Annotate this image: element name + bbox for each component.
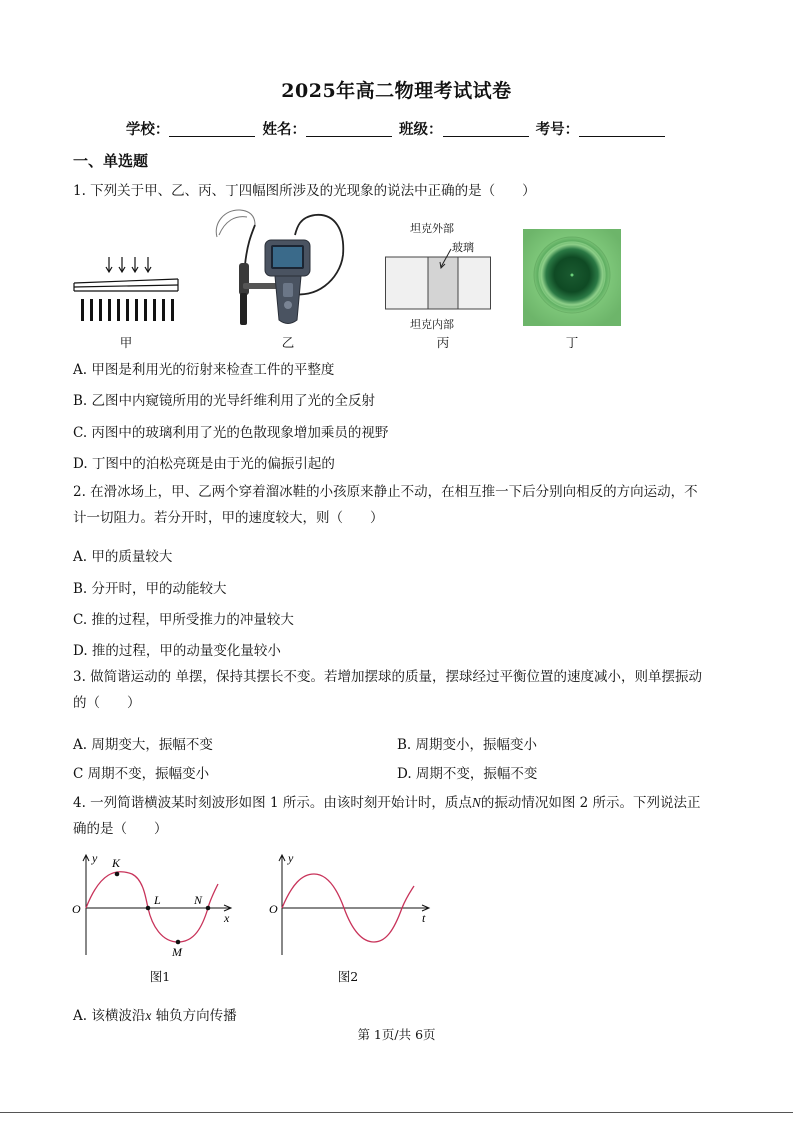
section-title: 一、单选题 xyxy=(73,152,149,170)
q3-stem-line2: 的（ ） xyxy=(73,695,141,711)
page-title: 2025年高二物理考试试卷 xyxy=(281,80,512,102)
figure-ding-label: 丁 xyxy=(565,335,579,350)
tank-inside-label: 坦克内部 xyxy=(410,318,454,331)
q3-option-d[interactable]: D. 周期不变，振幅不变 xyxy=(397,766,538,782)
q1-option-a[interactable]: A. 甲图是利用光的衍射来检查工件的平整度 xyxy=(73,362,335,378)
q4-stem-line1: 4. 一列简谐横波某时刻波形如图 1 所示。由该时刻开始计时，质点N的振动情况如图 2 所示。下列说法正 xyxy=(73,795,701,811)
page-footer: 第 1页/共 6页 xyxy=(357,1027,436,1042)
question-2-stem xyxy=(73,479,728,531)
q2-option-d[interactable]: D. 推的过程，甲的动量变化量较小 xyxy=(73,643,281,659)
q2-stem-line1: 2. 在滑冰场上，甲、乙两个穿着溜冰鞋的小孩原来静止不动，在相互推一下后分别向相反的方向运动，不 xyxy=(73,484,698,500)
figure-1-caption: 图1 xyxy=(149,969,171,984)
q1-option-d[interactable]: D. 丁图中的泊松亮斑是由于光的偏振引起的 xyxy=(73,456,335,472)
school-label: 学校： xyxy=(125,121,170,138)
figure-bing-label: 丙 xyxy=(436,335,450,350)
school-blank[interactable] xyxy=(169,121,255,137)
point-n xyxy=(206,906,211,911)
figure-2-caption: 图2 xyxy=(337,969,359,984)
q2-option-a[interactable]: A. 甲的质量较大 xyxy=(73,549,173,565)
exam-number-label: 考号： xyxy=(535,121,580,138)
q1-option-b[interactable]: B. 乙图中内窥镜所用的光导纤维利用了光的全反射 xyxy=(73,393,376,409)
label-n: N xyxy=(194,893,203,907)
point-l xyxy=(146,906,151,911)
q2-stem-line2: 计一切阻力。若分开时，甲的速度较大，则（ ） xyxy=(73,510,384,526)
figure-jia-label: 甲 xyxy=(119,335,133,350)
class-blank[interactable] xyxy=(443,121,529,137)
student-info-line xyxy=(0,118,793,139)
q3-stem-line1: 3. 做简谐运动的 单摆，保持其摆长不变。若增加摆球的质量，摆球经过平衡位置的速度减小，则单摆振动 xyxy=(73,669,702,685)
q4-stem-line2: 确的是（ ） xyxy=(73,821,168,837)
q4-var-n: N xyxy=(471,795,481,810)
q2-option-b[interactable]: B. 分开时，甲的动能较大 xyxy=(73,581,227,597)
question-3-stem xyxy=(73,664,728,716)
figure-yi-label: 乙 xyxy=(281,335,295,350)
figure-1-wave-graph xyxy=(70,850,240,960)
point-m xyxy=(176,940,181,945)
glass-label: 玻璃 xyxy=(452,241,474,254)
label-m: M xyxy=(172,945,182,959)
figure-yi-endoscope xyxy=(205,205,355,330)
name-blank[interactable] xyxy=(306,121,392,137)
question-1-stem: 1. 下列关于甲、乙、丙、丁四幅图所涉及的光现象的说法中正确的是（ ） xyxy=(73,183,536,199)
figure-jia-diffraction xyxy=(70,255,182,323)
point-k xyxy=(115,872,120,877)
fig1-y-label: y xyxy=(92,851,98,865)
q2-option-c[interactable]: C. 推的过程，甲所受推力的冲量较大 xyxy=(73,612,294,628)
q4-option-a-var: x xyxy=(145,1008,152,1023)
fig1-x-label: x xyxy=(224,911,230,925)
fig2-x-label: t xyxy=(422,911,426,925)
q4-option-a[interactable]: A. 该横波沿x 轴负方向传播 xyxy=(73,1008,237,1024)
figure-2-vibration-graph xyxy=(268,850,438,960)
exam-number-blank[interactable] xyxy=(579,121,665,137)
label-k: K xyxy=(112,856,121,870)
figure-bing-tank-glass xyxy=(385,235,493,315)
class-label: 班级： xyxy=(399,121,443,138)
figure-ding-poisson-spot xyxy=(523,229,621,326)
name-label: 姓名： xyxy=(262,121,306,138)
question-4-stem xyxy=(73,790,728,842)
fig2-origin: O xyxy=(269,902,278,916)
bottom-divider xyxy=(0,1112,793,1113)
q3-option-a[interactable]: A. 周期变大，振幅不变 xyxy=(73,737,213,753)
q3-option-b[interactable]: B. 周期变小，振幅变小 xyxy=(397,737,538,753)
label-l: L xyxy=(154,893,161,907)
fig1-origin: O xyxy=(72,902,81,916)
fig2-y-label: y xyxy=(288,851,294,865)
tank-outside-label: 坦克外部 xyxy=(410,222,454,235)
q3-option-c[interactable]: C 周期不变，振幅变小 xyxy=(73,766,210,782)
q1-option-c[interactable]: C. 丙图中的玻璃利用了光的色散现象增加乘员的视野 xyxy=(73,425,389,441)
